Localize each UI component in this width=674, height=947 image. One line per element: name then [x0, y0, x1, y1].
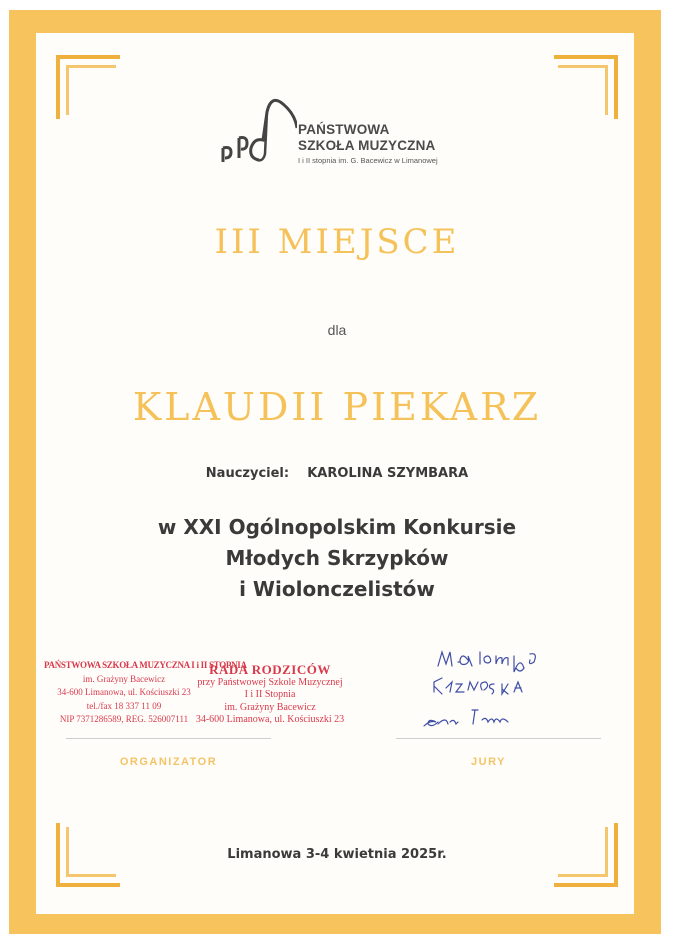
- school-stamp-line-1: PAŃSTWOWA SZKOŁA MUZYCZNA I i II STOPNIA: [44, 660, 247, 670]
- school-logo: [217, 92, 477, 172]
- logo-line-3: I i II stopnia im. G. Bacewicz w Limanowej: [298, 156, 438, 165]
- logo-line-1: PAŃSTWOWA: [298, 122, 390, 137]
- for-label: dla: [327, 322, 347, 338]
- recipient-name: KLAUDII PIEKARZ: [132, 385, 542, 429]
- parents-council-stamp: [190, 664, 350, 727]
- contest-line-1: w XXI Ogólnopolskim Konkursie: [157, 515, 517, 539]
- school-stamp-line-3: 34-600 Limanowa, ul. Kościuszki 23: [57, 687, 191, 697]
- council-stamp-line-4: im. Grażyny Bacewicz: [224, 701, 316, 713]
- council-stamp-line-5: 34-600 Limanowa, ul. Kościuszki 23: [195, 714, 345, 725]
- corner-ornament-top-left: [56, 55, 120, 119]
- organizer-label: ORGANIZATOR: [119, 756, 218, 768]
- corner-ornament-top-right: [554, 55, 618, 119]
- teacher-label: Nauczyciel:: [205, 466, 290, 481]
- violin-scroll-icon: [217, 92, 297, 172]
- place-and-date: Limanowa 3-4 kwietnia 2025r.: [227, 847, 447, 862]
- logo-line-2: SZKOŁA MUZYCZNA: [298, 138, 436, 153]
- school-stamp-line-4: tel./fax 18 337 11 09: [86, 700, 162, 711]
- award-title: III MIEJSCE: [214, 222, 460, 262]
- contest-line-3: i Wiolonczelistów: [239, 577, 435, 601]
- contest-line-2: Młodych Skrzypków: [225, 546, 449, 570]
- teacher-line: [0, 466, 674, 481]
- contest-description: [0, 512, 674, 605]
- teacher-name: KAROLINA SZYMBARA: [307, 466, 469, 481]
- signature-1: [438, 652, 535, 672]
- signature-2: [434, 678, 522, 694]
- jury-signature-line: [396, 738, 601, 739]
- school-stamp-line-2: im. Grażyny Bacewicz: [82, 673, 166, 684]
- council-stamp-line-1: RADA RODZICÓW: [209, 662, 331, 677]
- council-stamp-line-3: I i II Stopnia: [244, 689, 296, 700]
- jury-label: JURY: [471, 756, 506, 768]
- organizer-signature-line: [66, 738, 271, 739]
- jury-signatures: [410, 640, 560, 735]
- school-stamp: [44, 659, 247, 727]
- signature-3: [424, 710, 508, 726]
- council-stamp-line-2: przy Państwowej Szkole Muzycznej: [197, 676, 343, 688]
- school-stamp-line-5: NIP 7371286589, REG. 526007111: [59, 714, 189, 724]
